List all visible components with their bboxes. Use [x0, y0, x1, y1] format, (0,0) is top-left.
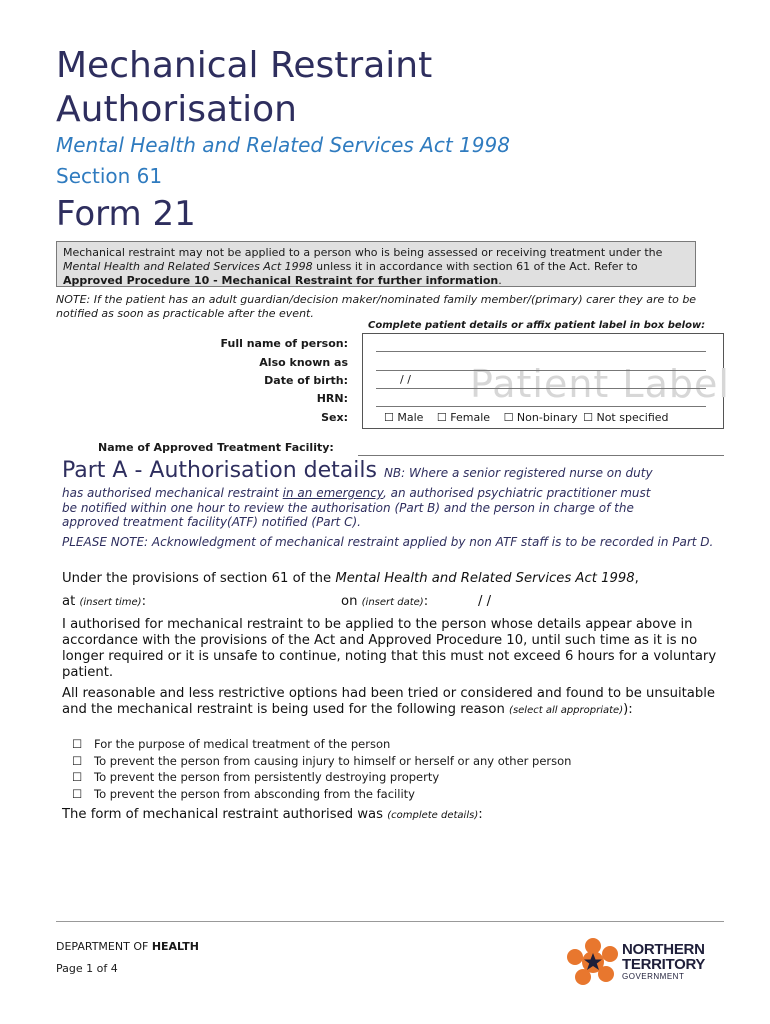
insert-time-label: (insert time)	[79, 597, 142, 608]
provisions-pre: Under the provisions of section 61 of the	[62, 571, 336, 586]
reason-option-label: For the purpose of medical treatment of the person	[94, 737, 391, 751]
nt-government-logo-icon	[566, 936, 620, 990]
notice-text-2: unless it in accordance with section 61 of the Act. Refer to	[312, 260, 638, 273]
sex-options	[384, 411, 679, 424]
provisions-post: ,	[634, 571, 639, 586]
date-colon: :	[423, 594, 429, 609]
dob-slashes: / /	[400, 373, 411, 386]
full-name-field[interactable]	[376, 351, 706, 352]
notice-text-1: Mechanical restraint may not be applied to a person who is being assessed or receiving treatment under the	[63, 246, 663, 259]
restraint-details-field[interactable]	[62, 826, 722, 912]
sex-label: Sex:	[321, 411, 348, 424]
page-title	[56, 44, 432, 132]
reason-option-label: To prevent the person from persistently destroying property	[94, 770, 440, 784]
nb-line2-pre: has authorised mechanical restraint	[62, 486, 283, 500]
patient-label-instruction: Complete patient details or affix patient label in box below:	[368, 320, 706, 331]
sex-option-not-specified[interactable]: ☐ Not specified	[583, 411, 669, 424]
reason-option[interactable]	[72, 770, 439, 785]
at-label: at	[62, 594, 76, 609]
provisions-statement	[62, 571, 732, 587]
reasonable-close: ):	[623, 702, 633, 717]
aka-field[interactable]	[376, 370, 706, 371]
reasonable-text: All reasonable and less restrictive options had been tried or considered and found to be unsuitable and the mechanical restraint is being used for the following reason	[62, 686, 716, 717]
title-line-2: Authorisation	[56, 89, 297, 130]
complete-details-note: (complete details)	[387, 810, 479, 821]
authorised-paragraph: I authorised for mechanical restraint to be applied to the person whose details appear above in accordance with the provisions of the Act and Approved Procedure 10, until such time as it is no longer required or it is unsafe to continue, noting that this must not exceed 6 hours for a voluntary patient.	[62, 617, 717, 680]
date-row	[341, 594, 428, 611]
time-colon: :	[141, 594, 147, 609]
logo-line-1: NORTHERN	[622, 941, 705, 958]
reason-option[interactable]	[72, 787, 415, 802]
provisions-act: Mental Health and Related Services Act 1998	[335, 571, 635, 586]
nt-government-wordmark	[622, 942, 705, 982]
nb-line3: be notified within one hour to review the authorisation (Part B) and the person in charge of the	[62, 500, 634, 515]
part-a-nb: NB: Where a senior registered nurse on duty	[383, 466, 653, 480]
form-of-restraint-text: The form of mechanical restraint authorised was	[62, 807, 384, 822]
facility-label: Name of Approved Treatment Facility:	[98, 441, 334, 454]
sex-option-female[interactable]: ☐ Female	[436, 411, 491, 424]
time-field[interactable]	[160, 596, 330, 610]
part-a-title: Part A - Authorisation details	[62, 458, 377, 483]
form-colon: :	[478, 807, 483, 822]
hrn-field[interactable]	[376, 406, 706, 407]
footer-divider	[56, 921, 724, 922]
checkbox-icon[interactable]: ☐	[72, 770, 83, 784]
section-subtitle: Section 61	[56, 164, 163, 188]
form-number: Form 21	[56, 194, 196, 234]
reason-option-label: To prevent the person from causing injury to himself or herself or any other person	[94, 754, 572, 768]
on-label: on	[341, 594, 358, 609]
logo-line-2: TERRITORY	[622, 956, 706, 973]
please-note: PLEASE NOTE: Acknowledgment of mechanical restraint applied by non ATF staff is to be recorded in Part D.	[62, 535, 714, 549]
nb-line2-post: , an authorised psychiatric practitioner must	[382, 486, 651, 500]
aka-label: Also known as	[259, 356, 348, 369]
notice-act: Mental Health and Related Services Act 1998	[63, 260, 313, 273]
dob-label: Date of birth:	[264, 374, 348, 387]
part-a-nb-continued	[62, 486, 722, 530]
act-subtitle: Mental Health and Related Services Act 1998	[56, 133, 510, 157]
reason-option[interactable]	[72, 754, 571, 769]
guardian-note: NOTE: If the patient has an adult guardian/decision maker/nominated family member/(primary) carer they are to be notified as soon as practicable after the event.	[56, 293, 697, 320]
hrn-label: HRN:	[316, 392, 348, 405]
reasonable-paragraph	[62, 686, 722, 719]
dept-prefix: DEPARTMENT OF	[56, 940, 152, 953]
sex-option-non-binary[interactable]: ☐ Non-binary	[503, 411, 578, 424]
date-field[interactable]: / /	[478, 594, 492, 609]
checkbox-icon[interactable]: ☐	[72, 737, 83, 751]
form-of-restraint	[62, 807, 483, 824]
page-number: Page 1 of 4	[56, 962, 118, 975]
notice-box	[56, 241, 696, 287]
patient-label-watermark: Patient Label	[470, 362, 730, 406]
part-a-heading	[62, 458, 653, 483]
notice-procedure: Approved Procedure 10 - Mechanical Restraint for further information	[63, 274, 499, 287]
dob-field[interactable]	[376, 388, 706, 389]
insert-date-label: (insert date)	[361, 597, 424, 608]
title-line-1: Mechanical Restraint	[56, 45, 433, 86]
time-row	[62, 594, 146, 611]
dept-health: HEALTH	[151, 940, 199, 953]
reason-option-label: To prevent the person from absconding from the facility	[94, 787, 415, 801]
sex-option-male[interactable]: ☐ Male	[384, 411, 424, 424]
reason-option[interactable]	[72, 737, 390, 752]
nb-line4: approved treatment facility(ATF) notified (Part C).	[62, 515, 361, 529]
checkbox-icon[interactable]: ☐	[72, 787, 83, 801]
facility-field[interactable]	[358, 455, 724, 456]
nb-emergency: in an emergency	[282, 486, 383, 500]
full-name-label: Full name of person:	[220, 337, 348, 350]
select-all-note: (select all appropriate)	[509, 705, 624, 716]
notice-period: .	[498, 274, 502, 287]
checkbox-icon[interactable]: ☐	[72, 754, 83, 768]
logo-line-3: GOVERNMENT	[622, 972, 685, 981]
department-name	[56, 940, 199, 953]
